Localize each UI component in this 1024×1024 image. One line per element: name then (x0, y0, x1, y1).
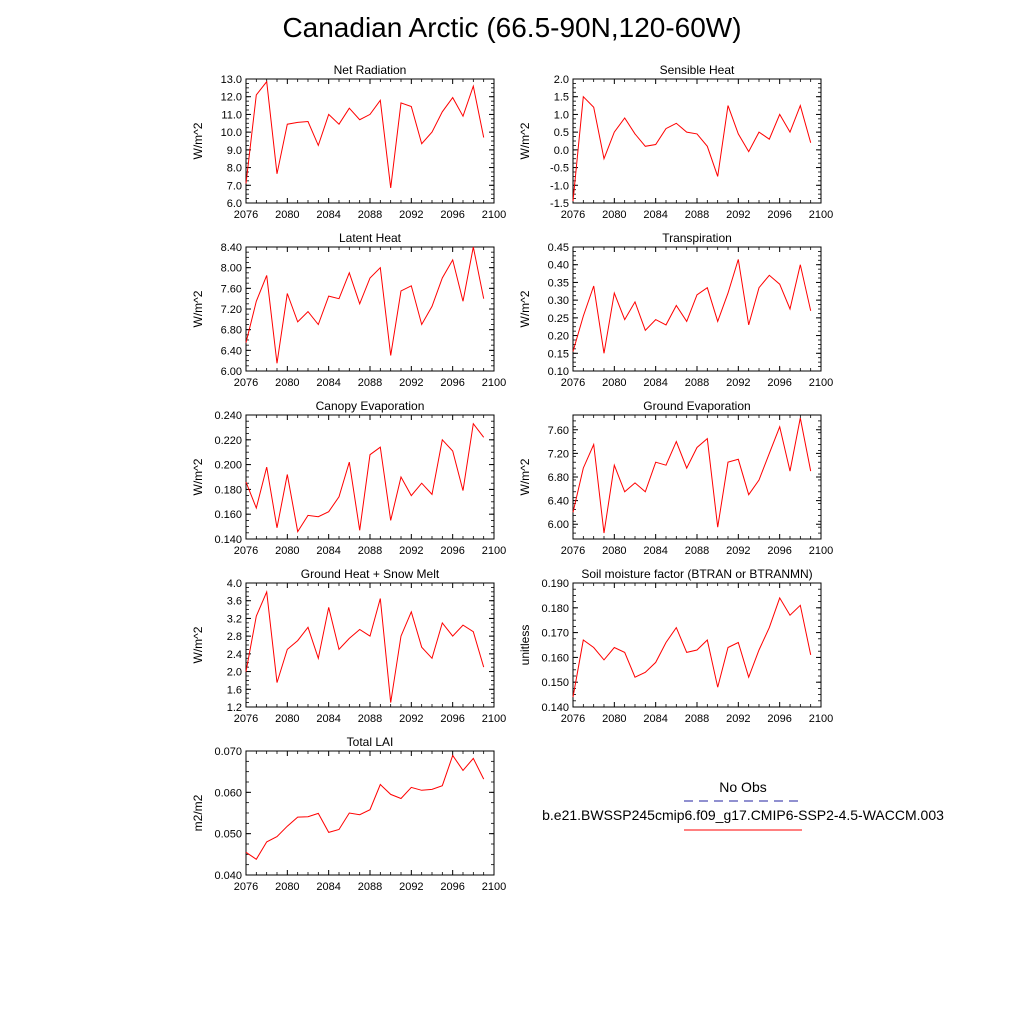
y-tick-label: 0.050 (214, 828, 242, 841)
y-tick-label: 0.40 (547, 259, 569, 272)
x-tick-label: 2084 (316, 713, 341, 725)
y-tick-label: 0.200 (214, 459, 242, 472)
x-tick-label: 2088 (357, 881, 383, 893)
plot-frame (246, 79, 494, 203)
y-tick-label: 7.20 (220, 304, 242, 316)
x-tick-label: 2076 (560, 545, 586, 557)
x-tick-label: 2080 (275, 881, 300, 893)
x-tick-label: 2100 (481, 545, 507, 557)
y-tick-label: 0.140 (541, 702, 569, 714)
x-tick-label: 2100 (808, 209, 834, 221)
x-tick-label: 2100 (481, 209, 507, 221)
chart-total-lai (191, 735, 506, 893)
x-tick-label: 2092 (399, 881, 424, 893)
y-tick-label: 0.0 (553, 144, 569, 157)
x-tick-label: 2100 (808, 377, 834, 389)
x-tick-label: 2084 (316, 209, 341, 221)
x-tick-label: 2088 (357, 713, 383, 725)
x-tick-label: 2096 (440, 377, 465, 389)
y-tick-label: 0.25 (547, 312, 569, 325)
y-axis-label: W/m^2 (191, 290, 205, 328)
y-axis-label: unitless (518, 624, 532, 666)
x-tick-label: 2092 (726, 377, 751, 389)
x-tick-label: 2092 (399, 209, 424, 221)
y-tick-label: 0.060 (214, 787, 242, 800)
page-title: Canadian Arctic (66.5-90N,120-60W) (282, 12, 742, 43)
x-tick-label: 2076 (233, 545, 259, 557)
y-tick-label: 1.2 (226, 702, 242, 714)
x-tick-label: 2096 (767, 713, 792, 725)
x-tick-label: 2080 (275, 545, 300, 557)
x-tick-label: 2100 (481, 881, 507, 893)
y-tick-label: 7.60 (547, 424, 569, 437)
y-tick-label: 13.0 (220, 74, 242, 86)
x-tick-label: 2080 (602, 377, 627, 389)
x-tick-label: 2092 (399, 713, 424, 725)
plot-frame (573, 583, 821, 707)
y-tick-label: 3.2 (226, 613, 242, 626)
y-tick-label: 8.00 (220, 262, 242, 275)
y-tick-label: 2.4 (226, 648, 242, 661)
chart-title: Net Radiation (333, 63, 407, 77)
series-line (573, 598, 811, 697)
x-tick-label: 2096 (440, 713, 465, 725)
x-tick-label: 2100 (808, 545, 834, 557)
y-tick-label: 9.0 (226, 144, 242, 157)
series-line (246, 82, 484, 188)
x-tick-label: 2080 (275, 209, 300, 221)
y-tick-label: 0.35 (547, 277, 569, 290)
y-tick-label: 7.20 (547, 448, 569, 461)
x-tick-label: 2076 (233, 377, 259, 389)
chart-ground-evaporation (518, 399, 833, 557)
plot-frame (573, 415, 821, 539)
y-tick-label: 7.60 (220, 283, 242, 296)
y-tick-label: 6.40 (220, 345, 242, 358)
y-tick-label: 0.180 (214, 484, 242, 497)
y-tick-label: 0.170 (541, 627, 569, 640)
y-tick-label: 0.190 (541, 578, 569, 590)
y-tick-label: 2.0 (226, 666, 242, 679)
y-tick-label: 0.150 (541, 677, 569, 690)
x-tick-label: 2076 (560, 713, 586, 725)
chart-title: Transpiration (662, 231, 732, 245)
plot-frame (246, 583, 494, 707)
chart-transpiration (518, 231, 833, 389)
y-tick-label: 0.070 (214, 746, 242, 758)
y-tick-label: 6.00 (220, 366, 242, 378)
y-axis-label: W/m^2 (191, 626, 205, 664)
chart-title: Ground Heat + Snow Melt (300, 567, 440, 581)
y-tick-label: 0.040 (214, 870, 242, 882)
x-tick-label: 2092 (726, 209, 751, 221)
x-tick-label: 2096 (767, 545, 792, 557)
y-tick-label: 4.0 (226, 578, 242, 590)
plot-frame (246, 415, 494, 539)
chart-sensible-heat (518, 63, 833, 221)
x-tick-label: 2100 (808, 713, 834, 725)
y-tick-label: 0.45 (547, 242, 569, 254)
y-tick-label: 0.5 (553, 127, 569, 140)
x-tick-label: 2076 (560, 377, 586, 389)
x-tick-label: 2084 (316, 881, 341, 893)
chart-canopy-evaporation (191, 399, 506, 557)
chart-title: Total LAI (346, 735, 394, 749)
x-tick-label: 2096 (767, 377, 792, 389)
plot-frame (246, 751, 494, 875)
x-tick-label: 2096 (767, 209, 792, 221)
y-axis-label: W/m^2 (191, 122, 205, 160)
y-tick-label: 6.80 (547, 472, 569, 484)
x-tick-label: 2084 (643, 209, 668, 221)
x-tick-label: 2092 (726, 545, 751, 557)
x-tick-label: 2076 (233, 881, 259, 893)
x-tick-label: 2092 (399, 545, 424, 557)
plot-frame (573, 247, 821, 371)
x-tick-label: 2088 (684, 713, 710, 725)
x-tick-label: 2096 (440, 881, 465, 893)
y-tick-label: 2.8 (226, 631, 242, 644)
x-tick-label: 2076 (233, 713, 259, 725)
x-tick-label: 2096 (440, 545, 465, 557)
x-tick-label: 2080 (275, 377, 300, 389)
y-tick-label: -0.5 (550, 162, 569, 175)
x-tick-label: 2080 (602, 545, 627, 557)
x-tick-label: 2076 (560, 209, 586, 221)
y-tick-label: 0.10 (547, 366, 569, 378)
chart-ground-heat-snow-melt (191, 567, 506, 725)
x-tick-label: 2084 (316, 545, 341, 557)
x-tick-label: 2088 (684, 377, 710, 389)
y-tick-label: 0.180 (541, 602, 569, 615)
chart-title: Latent Heat (338, 231, 402, 245)
y-tick-label: 1.0 (553, 109, 569, 122)
chart-title: Soil moisture factor (BTRAN or BTRANMN) (581, 567, 813, 581)
x-tick-label: 2076 (233, 209, 259, 221)
y-tick-label: 12.0 (220, 91, 242, 104)
y-tick-label: 6.0 (226, 198, 242, 210)
series-line (246, 424, 484, 532)
chart-net-radiation (191, 63, 506, 221)
plot-frame (246, 247, 494, 371)
x-tick-label: 2092 (399, 377, 424, 389)
x-tick-label: 2080 (602, 713, 627, 725)
y-tick-label: 7.0 (226, 180, 242, 193)
y-tick-label: 0.140 (214, 534, 242, 546)
chart-title: Sensible Heat (659, 63, 735, 77)
y-tick-label: 0.30 (547, 295, 569, 308)
chart-title: Canopy Evaporation (315, 399, 425, 413)
x-tick-label: 2084 (643, 377, 668, 389)
x-tick-label: 2100 (481, 377, 507, 389)
y-axis-label: W/m^2 (191, 458, 205, 496)
chart-soil-moisture-factor-btran-or-btranmn (518, 567, 833, 725)
y-tick-label: 0.220 (214, 434, 242, 447)
x-tick-label: 2088 (684, 545, 710, 557)
y-tick-label: 0.240 (214, 410, 242, 422)
y-tick-label: 10.0 (220, 127, 242, 140)
y-tick-label: 0.20 (547, 330, 569, 343)
y-tick-label: 6.80 (220, 324, 242, 337)
legend (542, 779, 944, 830)
plot-frame (573, 79, 821, 203)
y-tick-label: 11.0 (221, 109, 242, 122)
y-tick-label: 6.40 (547, 495, 569, 508)
y-tick-label: -1.0 (550, 180, 569, 193)
y-tick-label: 6.00 (547, 519, 569, 532)
y-axis-label: W/m^2 (518, 122, 532, 160)
y-tick-label: 0.160 (541, 652, 569, 665)
chart-latent-heat (191, 231, 506, 389)
y-tick-label: 3.6 (226, 595, 242, 608)
x-tick-label: 2080 (602, 209, 627, 221)
series-line (246, 756, 484, 860)
x-tick-label: 2088 (357, 545, 383, 557)
x-tick-label: 2088 (357, 377, 383, 389)
y-tick-label: -1.5 (550, 198, 569, 210)
y-axis-label: m2/m2 (191, 794, 205, 832)
x-tick-label: 2088 (357, 209, 383, 221)
y-tick-label: 1.5 (553, 91, 569, 104)
y-axis-label: W/m^2 (518, 458, 532, 496)
x-tick-label: 2092 (726, 713, 751, 725)
y-tick-label: 8.40 (220, 242, 242, 254)
y-tick-label: 2.0 (553, 74, 569, 86)
y-tick-label: 0.15 (547, 348, 569, 361)
x-tick-label: 2084 (643, 713, 668, 725)
series-line (573, 97, 811, 202)
chart-title: Ground Evaporation (643, 399, 751, 413)
x-tick-label: 2080 (275, 713, 300, 725)
x-tick-label: 2084 (316, 377, 341, 389)
legend-entry-no-obs: No Obs (719, 779, 767, 795)
series-line (573, 259, 811, 353)
series-line (573, 418, 811, 533)
legend-entry-model: b.e21.BWSSP245cmip6.f09_g17.CMIP6-SSP2-4.5-WACCM.003 (542, 807, 944, 823)
y-tick-label: 0.160 (214, 509, 242, 522)
x-tick-label: 2100 (481, 713, 507, 725)
series-line (246, 247, 484, 363)
x-tick-label: 2084 (643, 545, 668, 557)
series-line (246, 592, 484, 703)
x-tick-label: 2088 (684, 209, 710, 221)
y-tick-label: 8.0 (226, 162, 242, 175)
y-axis-label: W/m^2 (518, 290, 532, 328)
x-tick-label: 2096 (440, 209, 465, 221)
y-tick-label: 1.6 (226, 684, 242, 697)
